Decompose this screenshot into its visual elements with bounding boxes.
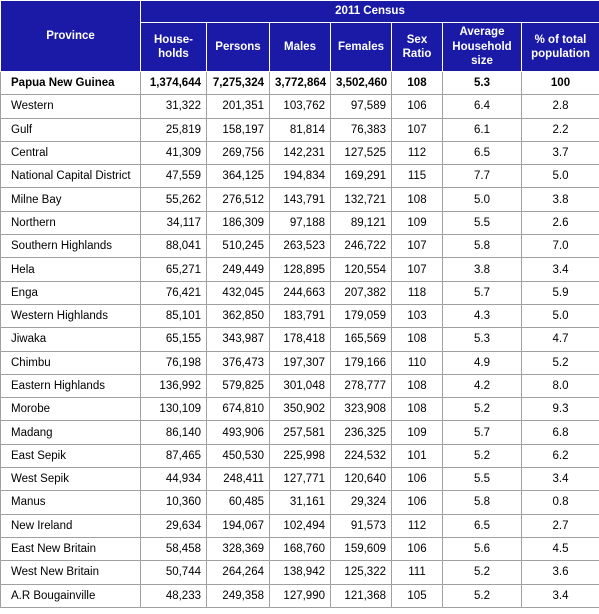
sex-ratio-value: 107	[392, 258, 443, 281]
households-value: 76,421	[141, 281, 207, 304]
household-size-value: 4.3	[443, 304, 522, 327]
households-value: 29,634	[141, 514, 207, 537]
pct-population-value: 2.6	[522, 211, 599, 234]
province-name: New Ireland	[1, 514, 141, 537]
sex-ratio-value: 101	[392, 444, 443, 467]
pct-population-value: 5.2	[522, 351, 599, 374]
province-name: Papua New Guinea	[1, 72, 141, 95]
males-value: 31,161	[270, 491, 331, 514]
households-value: 50,744	[141, 561, 207, 584]
females-value: 121,368	[331, 584, 392, 607]
table-row	[1, 165, 599, 188]
province-name: Morobe	[1, 398, 141, 421]
household-size-value: 6.5	[443, 141, 522, 164]
households-value: 65,155	[141, 328, 207, 351]
females-value: 159,609	[331, 537, 392, 560]
females-value: 236,325	[331, 421, 392, 444]
persons-value: 276,512	[207, 188, 270, 211]
province-name: Hela	[1, 258, 141, 281]
table-row	[1, 514, 599, 537]
sex-ratio-value: 108	[392, 72, 443, 95]
household-size-value: 5.2	[443, 444, 522, 467]
females-value: 165,569	[331, 328, 392, 351]
households-value: 136,992	[141, 374, 207, 397]
table-row	[1, 374, 599, 397]
table-row	[1, 421, 599, 444]
households-value: 44,934	[141, 468, 207, 491]
persons-value: 328,369	[207, 537, 270, 560]
household-size-value: 5.6	[443, 537, 522, 560]
pct-population-value: 2.2	[522, 118, 599, 141]
census-header: 2011 Census	[141, 1, 599, 23]
province-name: Western	[1, 95, 141, 118]
sex-ratio-value: 108	[392, 398, 443, 421]
pct-population-header: % of total population	[522, 23, 599, 72]
table-row	[1, 258, 599, 281]
household-size-value: 7.7	[443, 165, 522, 188]
households-value: 130,109	[141, 398, 207, 421]
persons-value: 376,473	[207, 351, 270, 374]
males-value: 128,895	[270, 258, 331, 281]
sex-ratio-value: 106	[392, 537, 443, 560]
sex-ratio-value: 110	[392, 351, 443, 374]
households-value: 88,041	[141, 235, 207, 258]
households-value: 47,559	[141, 165, 207, 188]
pct-population-value: 2.7	[522, 514, 599, 537]
household-size-value: 5.2	[443, 398, 522, 421]
province-name: West Sepik	[1, 468, 141, 491]
household-size-value: 3.8	[443, 258, 522, 281]
table-row	[1, 398, 599, 421]
households-value: 65,271	[141, 258, 207, 281]
province-name: Madang	[1, 421, 141, 444]
males-value: 143,791	[270, 188, 331, 211]
table-row	[1, 304, 599, 327]
household-size-value: 5.8	[443, 235, 522, 258]
persons-value: 364,125	[207, 165, 270, 188]
persons-value: 432,045	[207, 281, 270, 304]
household-size-value: 4.2	[443, 374, 522, 397]
table-row	[1, 444, 599, 467]
household-size-value: 5.2	[443, 561, 522, 584]
males-value: 3,772,864	[270, 72, 331, 95]
females-value: 179,059	[331, 304, 392, 327]
households-value: 25,819	[141, 118, 207, 141]
persons-value: 7,275,324	[207, 72, 270, 95]
households-value: 85,101	[141, 304, 207, 327]
pct-population-value: 3.7	[522, 141, 599, 164]
sex-ratio-value: 103	[392, 304, 443, 327]
table-row	[1, 328, 599, 351]
males-value: 142,231	[270, 141, 331, 164]
males-value: 102,494	[270, 514, 331, 537]
sex-ratio-value: 106	[392, 491, 443, 514]
males-value: 178,418	[270, 328, 331, 351]
table-row	[1, 537, 599, 560]
females-value: 76,383	[331, 118, 392, 141]
persons-value: 201,351	[207, 95, 270, 118]
table-row	[1, 351, 599, 374]
persons-value: 264,264	[207, 561, 270, 584]
household-size-value: 6.4	[443, 95, 522, 118]
males-value: 168,760	[270, 537, 331, 560]
pct-population-value: 5.0	[522, 165, 599, 188]
persons-value: 248,411	[207, 468, 270, 491]
males-value: 103,762	[270, 95, 331, 118]
households-value: 86,140	[141, 421, 207, 444]
females-value: 97,589	[331, 95, 392, 118]
table-row	[1, 468, 599, 491]
persons-value: 674,810	[207, 398, 270, 421]
males-value: 194,834	[270, 165, 331, 188]
household-size-value: 5.8	[443, 491, 522, 514]
province-name: West New Britain	[1, 561, 141, 584]
females-value: 29,324	[331, 491, 392, 514]
households-value: 58,458	[141, 537, 207, 560]
females-value: 169,291	[331, 165, 392, 188]
household-size-value: 5.5	[443, 468, 522, 491]
females-header: Females	[331, 23, 392, 72]
household-size-value: 5.0	[443, 188, 522, 211]
province-name: Western Highlands	[1, 304, 141, 327]
households-value: 48,233	[141, 584, 207, 607]
persons-value: 579,825	[207, 374, 270, 397]
household-size-value: 5.7	[443, 421, 522, 444]
households-header: House- holds	[141, 23, 207, 72]
pct-population-value: 5.0	[522, 304, 599, 327]
sex-ratio-value: 108	[392, 374, 443, 397]
males-value: 81,814	[270, 118, 331, 141]
males-value: 257,581	[270, 421, 331, 444]
males-value: 244,663	[270, 281, 331, 304]
pct-population-value: 5.9	[522, 281, 599, 304]
household-size-header: Average Household size	[443, 23, 522, 72]
persons-value: 158,197	[207, 118, 270, 141]
males-value: 138,942	[270, 561, 331, 584]
households-value: 41,309	[141, 141, 207, 164]
province-name: Manus	[1, 491, 141, 514]
province-name: Milne Bay	[1, 188, 141, 211]
pct-population-value: 7.0	[522, 235, 599, 258]
males-value: 301,048	[270, 374, 331, 397]
households-value: 87,465	[141, 444, 207, 467]
females-value: 3,502,460	[331, 72, 392, 95]
sex-ratio-value: 106	[392, 95, 443, 118]
table-row	[1, 211, 599, 234]
males-value: 97,188	[270, 211, 331, 234]
table-row	[1, 491, 599, 514]
province-name: Central	[1, 141, 141, 164]
females-value: 120,554	[331, 258, 392, 281]
households-value: 76,198	[141, 351, 207, 374]
province-name: National Capital District	[1, 165, 141, 188]
persons-value: 362,850	[207, 304, 270, 327]
province-name: East New Britain	[1, 537, 141, 560]
persons-value: 186,309	[207, 211, 270, 234]
table-row	[1, 188, 599, 211]
males-value: 183,791	[270, 304, 331, 327]
persons-value: 249,449	[207, 258, 270, 281]
province-name: Enga	[1, 281, 141, 304]
persons-value: 194,067	[207, 514, 270, 537]
province-name: Chimbu	[1, 351, 141, 374]
persons-value: 450,530	[207, 444, 270, 467]
pct-population-value: 3.4	[522, 468, 599, 491]
persons-value: 510,245	[207, 235, 270, 258]
females-value: 125,322	[331, 561, 392, 584]
household-size-value: 6.5	[443, 514, 522, 537]
table-row	[1, 118, 599, 141]
household-size-value: 5.7	[443, 281, 522, 304]
pct-population-value: 6.2	[522, 444, 599, 467]
sex-ratio-value: 106	[392, 468, 443, 491]
province-name: Gulf	[1, 118, 141, 141]
households-value: 55,262	[141, 188, 207, 211]
province-name: East Sepik	[1, 444, 141, 467]
males-value: 350,902	[270, 398, 331, 421]
pct-population-value: 2.8	[522, 95, 599, 118]
pct-population-value: 100	[522, 72, 599, 95]
sex-ratio-value: 109	[392, 211, 443, 234]
province-name: Southern Highlands	[1, 235, 141, 258]
province-name: Northern	[1, 211, 141, 234]
sex-ratio-value: 118	[392, 281, 443, 304]
households-value: 10,360	[141, 491, 207, 514]
province-name: A.R Bougainville	[1, 584, 141, 607]
pct-population-value: 3.6	[522, 561, 599, 584]
sex-ratio-value: 108	[392, 328, 443, 351]
household-size-value: 5.5	[443, 211, 522, 234]
pct-population-value: 0.8	[522, 491, 599, 514]
sex-ratio-value: 109	[392, 421, 443, 444]
sex-ratio-value: 107	[392, 118, 443, 141]
table-row	[1, 561, 599, 584]
females-value: 224,532	[331, 444, 392, 467]
females-value: 278,777	[331, 374, 392, 397]
sex-ratio-value: 111	[392, 561, 443, 584]
table-row	[1, 235, 599, 258]
table-row	[1, 281, 599, 304]
pct-population-value: 3.8	[522, 188, 599, 211]
pct-population-value: 3.4	[522, 584, 599, 607]
persons-value: 493,906	[207, 421, 270, 444]
table-row	[1, 584, 599, 607]
females-value: 179,166	[331, 351, 392, 374]
pct-population-value: 3.4	[522, 258, 599, 281]
males-header: Males	[270, 23, 331, 72]
household-size-value: 5.3	[443, 328, 522, 351]
household-size-value: 5.3	[443, 72, 522, 95]
table-row	[1, 95, 599, 118]
sex-ratio-value: 108	[392, 188, 443, 211]
pct-population-value: 4.5	[522, 537, 599, 560]
households-value: 34,117	[141, 211, 207, 234]
females-value: 127,525	[331, 141, 392, 164]
sex-ratio-header: Sex Ratio	[392, 23, 443, 72]
province-name: Jiwaka	[1, 328, 141, 351]
household-size-value: 6.1	[443, 118, 522, 141]
households-value: 31,322	[141, 95, 207, 118]
sex-ratio-value: 107	[392, 235, 443, 258]
pct-population-value: 6.8	[522, 421, 599, 444]
females-value: 91,573	[331, 514, 392, 537]
females-value: 89,121	[331, 211, 392, 234]
persons-header: Persons	[207, 23, 270, 72]
pct-population-value: 9.3	[522, 398, 599, 421]
sex-ratio-value: 105	[392, 584, 443, 607]
males-value: 263,523	[270, 235, 331, 258]
males-value: 197,307	[270, 351, 331, 374]
table-row	[1, 141, 599, 164]
females-value: 207,382	[331, 281, 392, 304]
persons-value: 343,987	[207, 328, 270, 351]
persons-value: 60,485	[207, 491, 270, 514]
households-value: 1,374,644	[141, 72, 207, 95]
sex-ratio-value: 115	[392, 165, 443, 188]
persons-value: 249,358	[207, 584, 270, 607]
males-value: 127,990	[270, 584, 331, 607]
females-value: 120,640	[331, 468, 392, 491]
males-value: 225,998	[270, 444, 331, 467]
province-name: Eastern Highlands	[1, 374, 141, 397]
sex-ratio-value: 112	[392, 514, 443, 537]
household-size-value: 5.2	[443, 584, 522, 607]
females-value: 132,721	[331, 188, 392, 211]
males-value: 127,771	[270, 468, 331, 491]
females-value: 246,722	[331, 235, 392, 258]
province-header: Province	[1, 1, 141, 72]
household-size-value: 4.9	[443, 351, 522, 374]
pct-population-value: 4.7	[522, 328, 599, 351]
females-value: 323,908	[331, 398, 392, 421]
persons-value: 269,756	[207, 141, 270, 164]
total-row	[1, 72, 599, 95]
pct-population-value: 8.0	[522, 374, 599, 397]
sex-ratio-value: 112	[392, 141, 443, 164]
